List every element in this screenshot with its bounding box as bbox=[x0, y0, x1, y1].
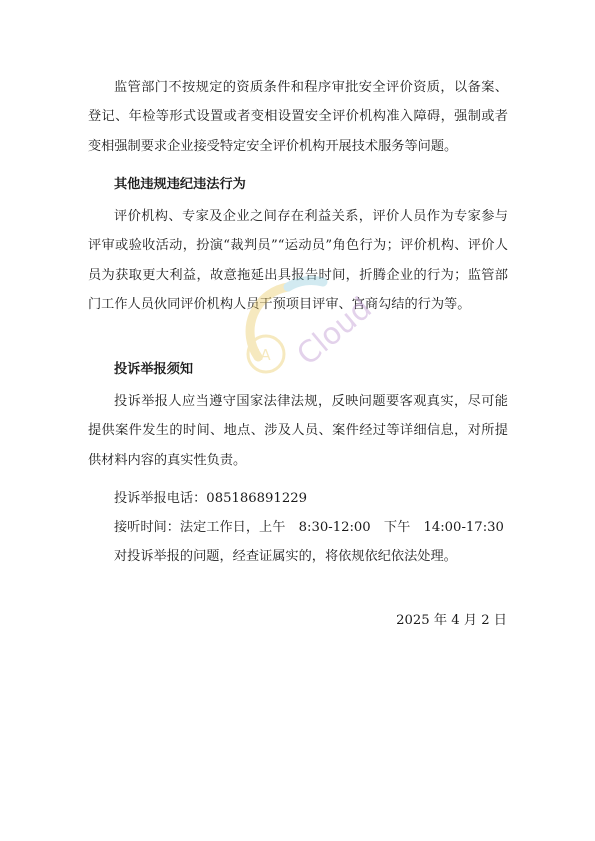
paragraph-complaint-notice: 投诉举报人应当遵守国家法律法规，反映问题要客观真实，尽可能提供案件发生的时间、地点、涉及人员、案件经过等详细信息，对所提供材料内容的真实性负责。 bbox=[88, 394, 508, 468]
paragraph-approval-issues: 监管部门不按规定的资质条件和程序审批安全评价资质，以备案、登记、年检等形式设置或者变相设置安全评价机构准入障碍，强制或者变相强制要求企业接受特定安全评价机构开展技术服务等问题。 bbox=[88, 80, 508, 154]
watermark-badge: IA bbox=[256, 346, 271, 364]
heading-complaint-notice: 投诉举报须知 bbox=[114, 362, 194, 377]
document-date: 2025 年 4 月 2 日 bbox=[396, 613, 507, 628]
answering-hours: 接听时间：法定工作日，上午 8:30-12:00 下午 14:00-17:30 bbox=[114, 520, 504, 535]
heading-other-violations: 其他违规违纪违法行为 bbox=[114, 177, 246, 192]
complaint-phone: 投诉举报电话：085186891229 bbox=[114, 491, 307, 506]
watermark-text: Cloud bbox=[290, 290, 379, 373]
paragraph-other-violations: 评价机构、专家及企业之间存在利益关系，评价人员作为专家参与评审或验收活动，扮演“裁判员”“运动员”角色行为；评价机构、评价人员为获取更大利益，故意拖延出具报告时间，折腾企业的行为；监管部门工作人员伙同评价机构人员干预项目评审、官商勾结的行为等。 bbox=[88, 209, 508, 313]
handling-statement: 对投诉举报的问题，经查证属实的，将依规依纪依法处理。 bbox=[114, 549, 457, 564]
watermark-logo-icon bbox=[228, 262, 398, 392]
